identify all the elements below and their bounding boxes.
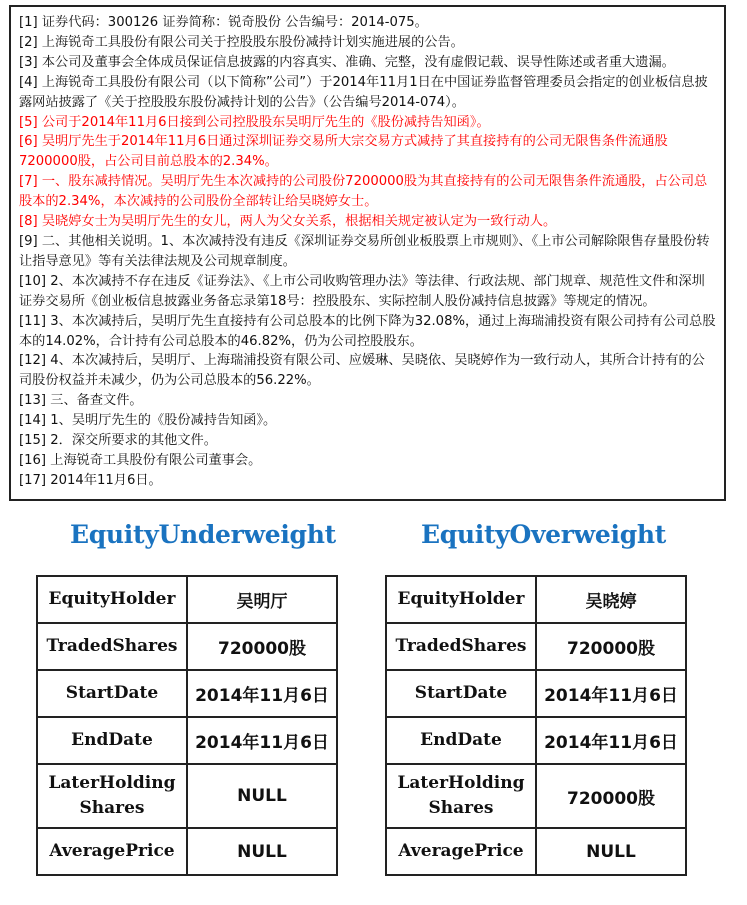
value-end-date: 2014年11月6日 — [187, 717, 337, 764]
table-row — [386, 670, 686, 717]
doc-line-12: [12] 4、本次减持后，吴明厅、上海瑞浦投资有限公司、应媛琳、吴晓依、吴晓婷作为一致行动人，其所合计持有的公司股份权益并未减少，仍为公司总股本的56.22%。 — [19, 353, 705, 389]
label-average-price: AveragePrice — [37, 828, 187, 875]
table-row — [386, 623, 686, 670]
label-later-holding-line2: Shares — [428, 798, 494, 818]
underweight-title: EquityUnderweight — [70, 520, 336, 549]
label-later-holding-shares — [37, 764, 187, 828]
doc-line-16: [16] 上海锐奇工具股份有限公司董事会。 — [19, 452, 262, 468]
label-equity-holder: EquityHolder — [386, 576, 536, 623]
doc-line-6: [6] 吴明厅先生于2014年11月6日通过深圳证券交易所大宗交易方式减持了其直接持有的公司无限售条件流通股7200000股，占公司目前总股本的2.34%。 — [19, 134, 668, 170]
label-end-date: EndDate — [386, 717, 536, 764]
value-later-holding-shares: 720000股 — [536, 764, 686, 828]
underweight-table — [36, 575, 338, 876]
doc-line-15: [15] 2．深交所要求的其他文件。 — [19, 433, 217, 449]
label-traded-shares: TradedShares — [37, 623, 187, 670]
doc-line-9: [9] 二、其他相关说明。1、本次减持没有违反《深圳证券交易所创业板股票上市规则》、《上市公司解除限售存量股份转让指导意见》等有关法律法规及公司规章制度。 — [19, 233, 710, 269]
value-start-date: 2014年11月6日 — [187, 670, 337, 717]
doc-line-4: [4] 上海锐奇工具股份有限公司（以下简称”公司”）于2014年11月1日在中国证券监督管理委员会指定的创业板信息披露网站披露了《关于控股股东股份减持计划的公告》（公告编号2014-074）。 — [19, 74, 708, 110]
table-row — [386, 576, 686, 623]
label-later-holding-shares — [386, 764, 536, 828]
label-average-price: AveragePrice — [386, 828, 536, 875]
value-traded-shares: 720000股 — [187, 623, 337, 670]
doc-line-13: [13] 三、备查文件。 — [19, 393, 143, 409]
doc-line-3: [3] 本公司及董事会全体成员保证信息披露的内容真实、准确、完整，没有虚假记载、误导性陈述或者重大遗漏。 — [19, 54, 675, 70]
overweight-title: EquityOverweight — [421, 520, 666, 549]
table-row — [37, 717, 337, 764]
doc-line-2: [2] 上海锐奇工具股份有限公司关于控股股东股份减持计划实施进展的公告。 — [19, 34, 464, 50]
table-row — [37, 670, 337, 717]
label-end-date: EndDate — [37, 717, 187, 764]
value-later-holding-shares: NULL — [187, 764, 337, 828]
table-row — [386, 764, 686, 828]
doc-line-1: [1] 证券代码：300126 证券简称：锐奇股份 公告编号：2014-075。 — [19, 15, 428, 30]
value-equity-holder: 吴明厅 — [187, 576, 337, 623]
label-start-date: StartDate — [386, 670, 536, 717]
table-row — [37, 576, 337, 623]
doc-line-17: [17] 2014年11月6日。 — [19, 472, 162, 488]
value-traded-shares: 720000股 — [536, 623, 686, 670]
value-average-price: NULL — [187, 828, 337, 875]
doc-line-11: [11] 3、本次减持后，吴明厅先生直接持有公司总股本的比例下降为32.08%，通过上海瑞浦投资有限公司持有公司总股本的14.02%，合计持有公司总股本的46.82%，仍为公司控股股东。 — [19, 313, 716, 349]
value-average-price: NULL — [536, 828, 686, 875]
label-later-holding-line2: Shares — [79, 798, 145, 818]
overweight-table — [385, 575, 687, 876]
doc-line-7: [7] 一、股东减持情况。吴明厅先生本次减持的公司股份7200000股为其直接持有的公司无限售条件流通股，占公司总股本的2.34%，本次减持的公司股份全部转让给吴晓婷女士。 — [19, 174, 708, 210]
doc-line-5: [5] 公司于2014年11月6日接到公司控股股东吴明厅先生的《股份减持告知函》。 — [19, 114, 490, 130]
label-later-holding-line1: LaterHolding — [48, 773, 176, 793]
doc-line-14: [14] 1、吴明厅先生的《股份减持告知函》。 — [19, 413, 277, 429]
table-row — [386, 717, 686, 764]
table-row — [37, 623, 337, 670]
table-row — [37, 764, 337, 828]
doc-line-10: [10] 2、本次减持不存在违反《证券法》、《上市公司收购管理办法》等法律、行政法规、部门规章、规范性文件和深圳证券交易所《创业板信息披露业务备忘录第18号：控股股东、实际控制人股份减持信息披露》等规定的情况。 — [19, 273, 705, 309]
label-traded-shares: TradedShares — [386, 623, 536, 670]
value-equity-holder: 吴晓婷 — [536, 576, 686, 623]
table-row — [386, 828, 686, 875]
label-equity-holder: EquityHolder — [37, 576, 187, 623]
label-start-date: StartDate — [37, 670, 187, 717]
value-end-date: 2014年11月6日 — [536, 717, 686, 764]
announcement-text-box — [9, 5, 726, 501]
table-row — [37, 828, 337, 875]
doc-line-8: [8] 吴晓婷女士为吴明厅先生的女儿，两人为父女关系，根据相关规定被认定为一致行动人。 — [19, 214, 557, 230]
value-start-date: 2014年11月6日 — [536, 670, 686, 717]
label-later-holding-line1: LaterHolding — [397, 773, 525, 793]
